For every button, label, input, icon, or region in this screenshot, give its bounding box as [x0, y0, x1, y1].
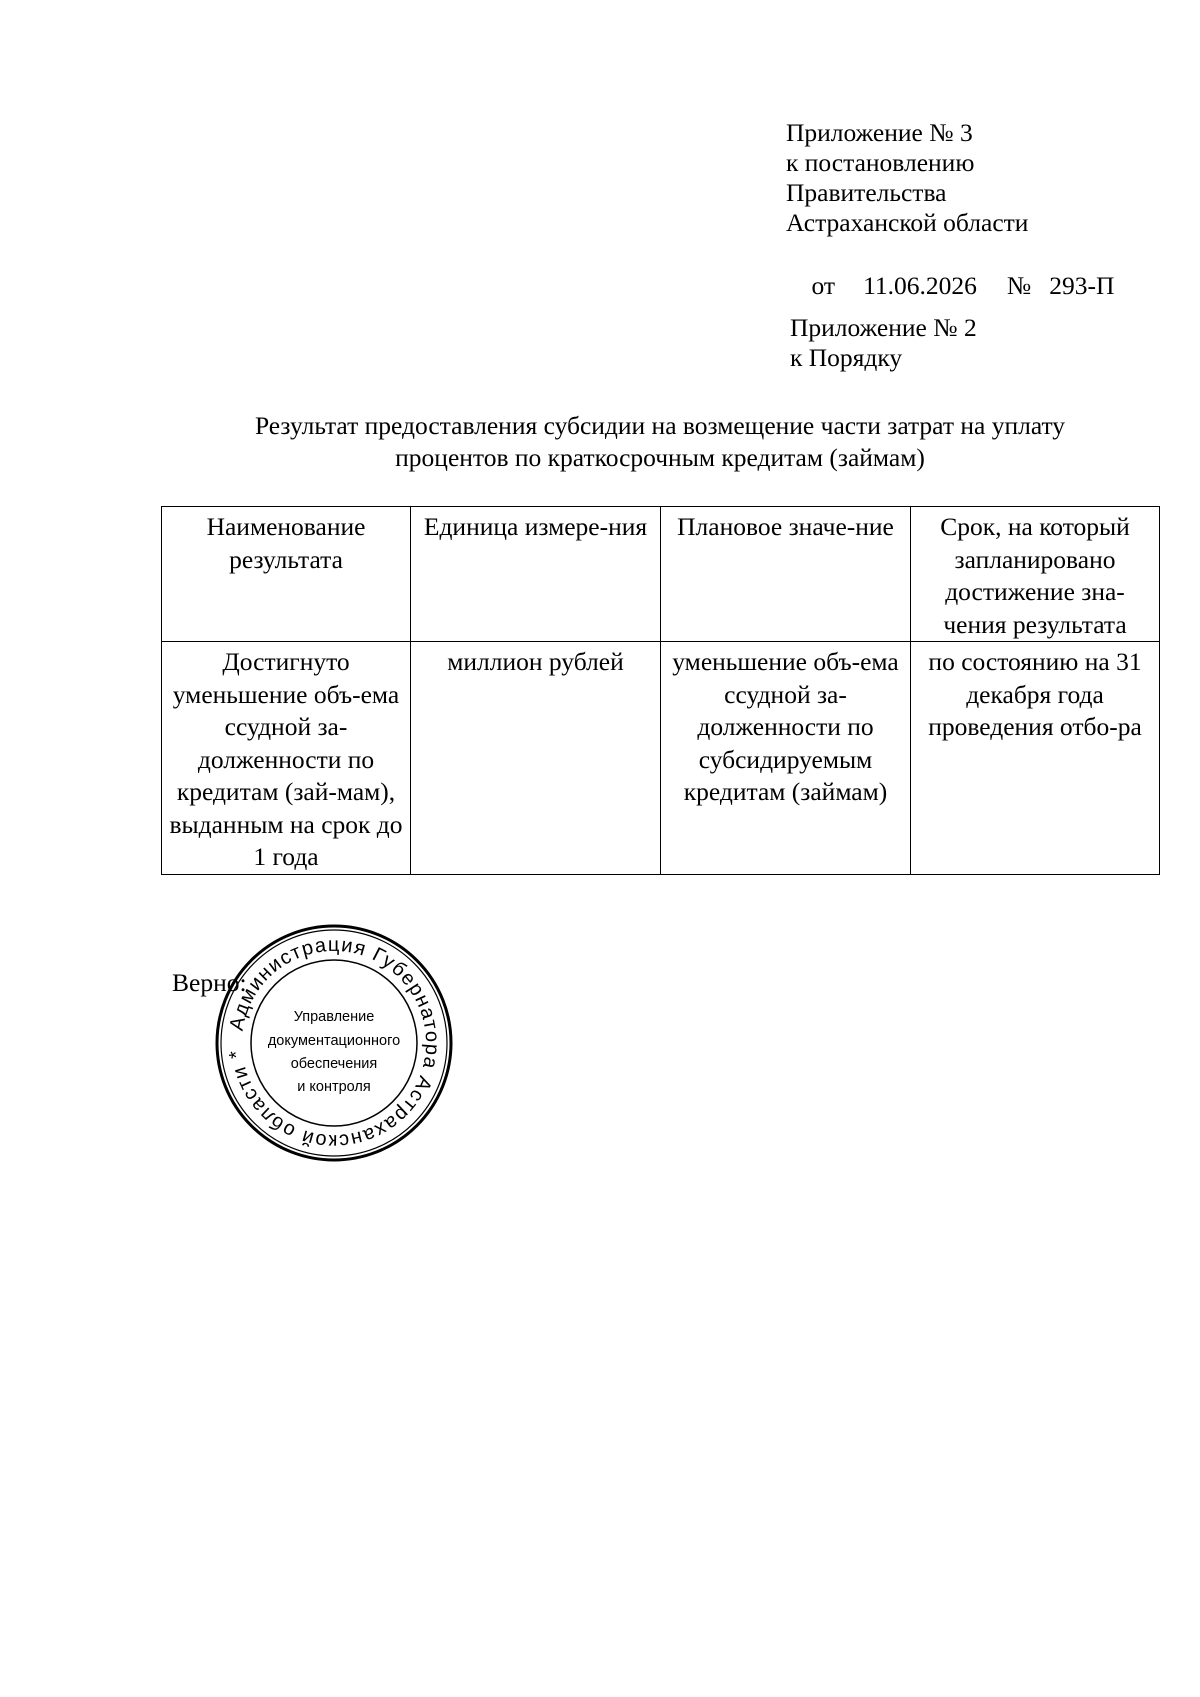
date-prefix: от [811, 271, 836, 300]
table-row [162, 642, 1160, 875]
decree-number: 293-П [1049, 271, 1115, 300]
annex3-line3: Правительства [786, 178, 947, 207]
header-planned-value: Плановое значе-ние [661, 507, 911, 642]
cell-deadline: по состоянию на 31 декабря года проведения отбо-ра [911, 642, 1160, 875]
seal-inner-line4: и контроля [297, 1079, 371, 1095]
verno-label: Верно: [172, 968, 247, 997]
cell-result-name: Достигнуто уменьшение объ-ема ссудной за-долженности по кредитам (зай-мам), выданным на срок до 1 года [162, 642, 411, 875]
header-unit: Единица измере-ния [411, 507, 661, 642]
seal-inner-line2: документационного [267, 1033, 401, 1049]
decree-date: 11.06.2026 [863, 271, 977, 300]
cell-unit: миллион рублей [411, 642, 661, 875]
title-line1: Результат предоставления субсидии на возмещение части затрат на уплату [254, 411, 1066, 440]
document-title [120, 410, 1200, 474]
table-header-row [162, 507, 1160, 642]
results-table [161, 506, 1160, 875]
annex3-line4: Астраханской области [786, 208, 1029, 237]
annex3-line2: к постановлению [786, 148, 975, 177]
annex2-line2: к Порядку [790, 343, 903, 372]
number-sign: № [1006, 271, 1032, 300]
seal-ring-text: Администрация Губернатора Астраханской области * [225, 933, 444, 1153]
annex3-line1: Приложение № 3 [786, 118, 973, 147]
title-line2: процентов по краткосрочным кредитам (займам) [395, 443, 925, 472]
header-deadline: Срок, на который запланировано достижение зна-чения результата [911, 507, 1160, 642]
header-result-name: Наименование результата [162, 507, 411, 642]
cell-planned-value: уменьшение объ-ема ссудной за-долженности по субсидируемым кредитам (займам) [661, 642, 911, 875]
official-seal [214, 923, 454, 1163]
seal-inner-line1: Управление [293, 1009, 375, 1025]
annex2-line1: Приложение № 2 [790, 313, 977, 342]
seal-inner-line3: обеспечения [290, 1056, 378, 1072]
